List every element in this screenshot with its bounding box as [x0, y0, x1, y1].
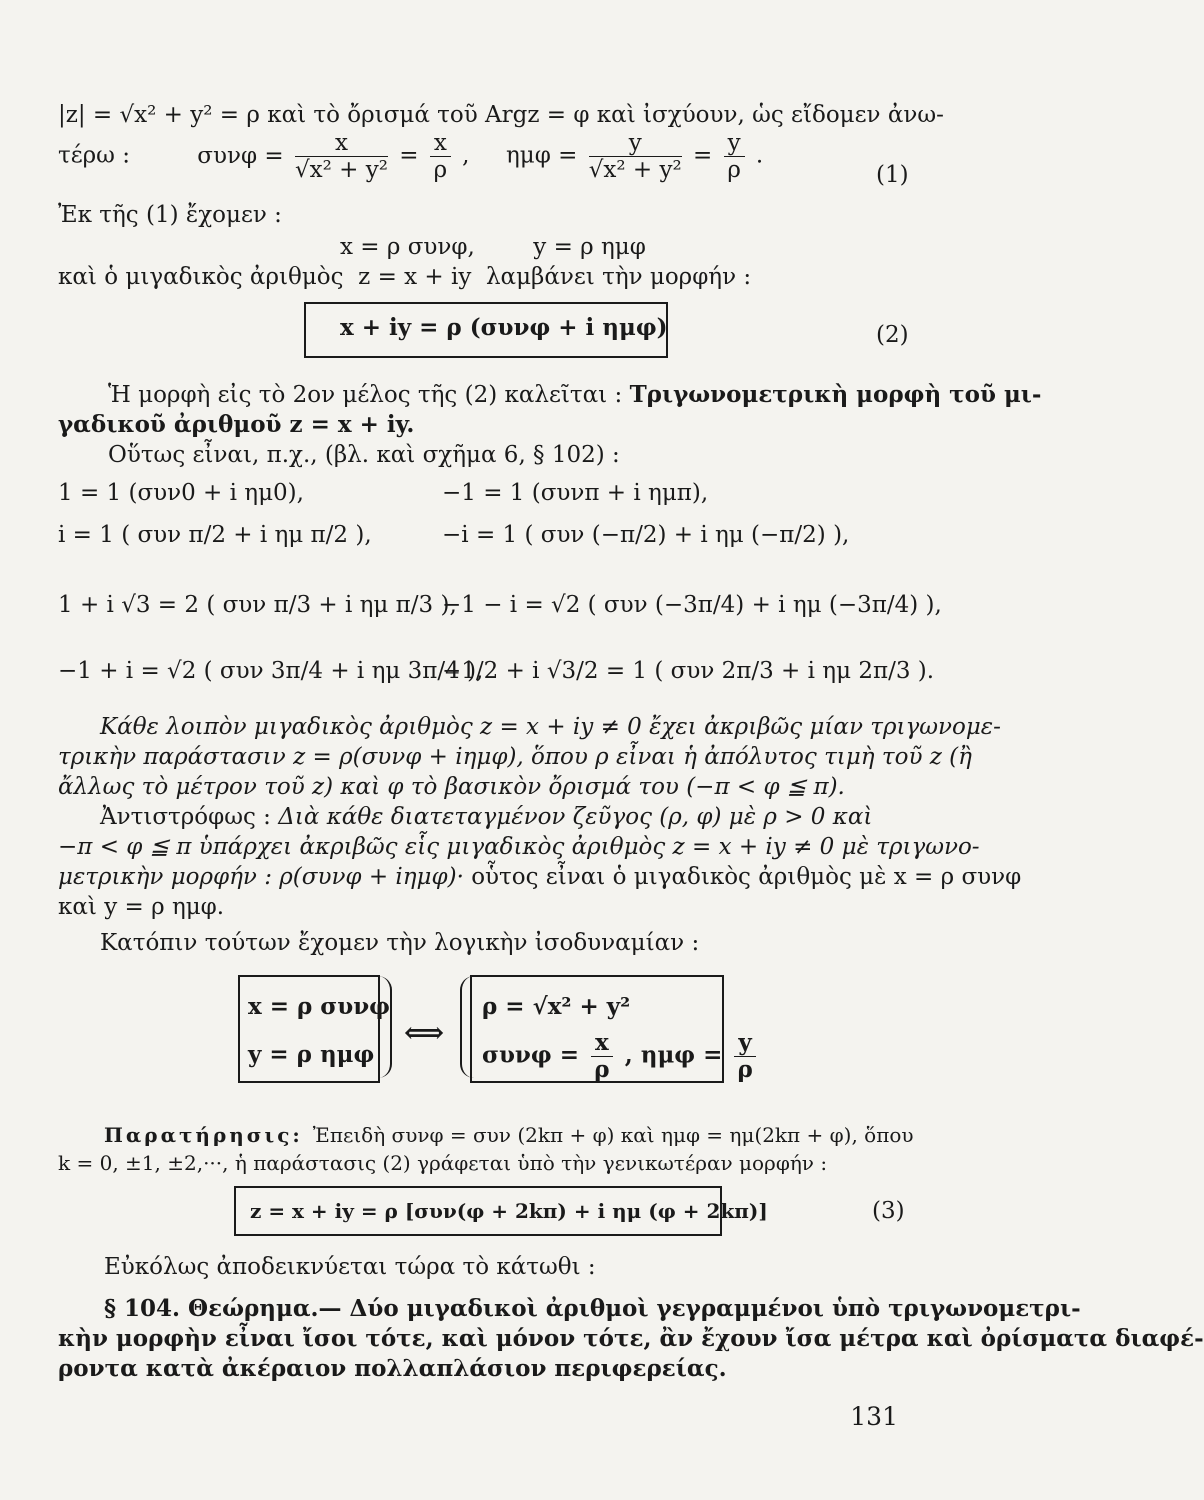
- example-equation: 1 + i √3 = 2 ( συν π/3 + i ημ π/3 ),: [58, 592, 457, 618]
- theorem-heading: § 104. Θεώρημα.—: [104, 1295, 350, 1322]
- example-equation: −i = 1 ( συν (−π/2) + i ημ (−π/2) ),: [442, 522, 850, 548]
- text-line: γαδικοῦ ἀριθμοῦ z = x + iy.: [58, 411, 415, 438]
- text-fragment: Διὰ κάθε διατεταγμένον ζεῦγος (ρ, φ) μὲ ρ > 0 καὶ: [278, 804, 873, 830]
- text-fragment: , ημφ =: [624, 1041, 723, 1069]
- text-line: Εὐκόλως ἀποδεικνύεται τώρα τὸ κάτωθι :: [104, 1254, 596, 1280]
- text-fragment: Ἀντιστρόφως :: [100, 804, 279, 830]
- system-equation: x = ρ συνφ: [248, 993, 390, 1020]
- right-brace: [378, 976, 392, 1078]
- theorem-line: ροντα κατὰ ἀκέραιον πολλαπλάσιον περιφερείας.: [58, 1355, 727, 1382]
- denominator: √x² + y²: [588, 157, 682, 183]
- fraction: [734, 1030, 755, 1083]
- denominator: ρ: [594, 1056, 610, 1083]
- text-fragment: Δύο μιγαδικοὶ ἀριθμοὶ γεγραμμένοι ὑπὸ τριγωνομετρι-: [349, 1295, 1081, 1322]
- numerator: x: [430, 130, 451, 157]
- fraction: [724, 130, 745, 183]
- term-trigonometric-form: Τριγωνομετρικὴ μορφὴ τοῦ μι-: [629, 381, 1042, 408]
- example-equation: i = 1 ( συν π/2 + i ημ π/2 ),: [58, 522, 372, 548]
- example-equation: −1 − i = √2 ( συν (−3π/4) + i ημ (−3π/4) ),: [442, 592, 942, 618]
- period: .: [755, 142, 764, 169]
- cos-sin-definitions: [58, 130, 914, 190]
- denominator: ρ: [433, 157, 448, 183]
- numerator: y: [589, 130, 682, 157]
- numerator: y: [734, 1030, 755, 1057]
- text-fragment: μετρικὴν μορφήν : ρ(συνφ + iημφ)·: [58, 864, 472, 890]
- denominator: √x² + y²: [294, 157, 388, 183]
- text-fragment: τέρω :: [58, 142, 130, 169]
- text-line: [58, 862, 1022, 892]
- denominator: ρ: [737, 1056, 753, 1083]
- page-number: 131: [850, 1402, 898, 1431]
- remark-heading: Παρατήρησις:: [104, 1123, 313, 1147]
- equation-number: (3): [872, 1198, 905, 1224]
- text-line: Κατόπιν τούτων ἔχομεν τὴν λογικὴν ἰσοδυναμίαν :: [100, 930, 700, 956]
- equals-sign: =: [399, 142, 419, 169]
- text-line: καὶ ὁ μιγαδικὸς ἀριθμὸς z = x + iy λαμβάνει τὴν μορφήν :: [58, 264, 752, 290]
- example-equation: 1 = 1 (συν0 + i ημ0),: [58, 480, 304, 506]
- text-fragment: Ἐπειδὴ συνφ = συν (2kπ + φ) καὶ ημφ = ημ(2kπ + φ), ὅπου: [312, 1123, 914, 1147]
- fraction: [589, 130, 682, 183]
- system-equation: y = ρ ημφ: [248, 1041, 375, 1068]
- system-equation: [482, 1029, 914, 1083]
- text-line: Οὕτως εἶναι, π.χ., (βλ. καὶ σχῆμα 6, § 102) :: [108, 442, 620, 468]
- boxed-equation-text: x + iy = ρ (συνφ + i ημφ): [340, 314, 668, 341]
- equation-line: x = ρ συνφ, y = ρ ημφ: [340, 234, 646, 260]
- example-equation: −1 = 1 (συνπ + i ημπ),: [442, 480, 709, 506]
- system-equation: ρ = √x² + y²: [482, 993, 631, 1020]
- text-line: −π < φ ≦ π ὑπάρχει ἀκριβῶς εἷς μιγαδικὸς ἀριθμὸς z = x + iy ≠ 0 μὲ τριγωνο-: [58, 834, 980, 860]
- sin-label: , ημφ =: [462, 142, 578, 169]
- text-line: ἄλλως τὸ μέτρον τοῦ z) καὶ φ τὸ βασικὸν ὄρισμά του (−π < φ ≦ π).: [58, 774, 845, 800]
- text-fragment: οὗτος εἶναι ὁ μιγαδικὸς ἀριθμὸς μὲ x = ρ συνφ: [471, 864, 1022, 890]
- denominator: ρ: [727, 157, 741, 183]
- text-line: |z| = √x² + y² = ρ καὶ τὸ ὄρισμά τοῦ Argz = φ καὶ ἰσχύουν, ὡς εἴδομεν ἀνω-: [58, 102, 944, 128]
- fraction: [591, 1030, 613, 1083]
- text-line: τρικὴν παράστασιν z = ρ(συνφ + iημφ), ὅπου ρ εἶναι ἡ ἀπόλυτος τιμὴ τοῦ z (ἢ: [58, 744, 972, 770]
- boxed-equation-text: z = x + iy = ρ [συν(φ + 2kπ) + i ημ (φ + 2kπ)]: [250, 1199, 768, 1223]
- fraction: [295, 130, 388, 183]
- theorem-line: [104, 1294, 1081, 1324]
- text-fragment: Ἡ μορφὴ εἰς τὸ 2ον μέλος τῆς (2) καλεῖται :: [108, 382, 630, 408]
- text-line: Κάθε λοιπὸν μιγαδικὸς ἀριθμὸς z = x + iy ≠ 0 ἔχει ἀκριβῶς μίαν τριγωνομε-: [100, 714, 1001, 740]
- numerator: x: [295, 130, 388, 157]
- fraction: [430, 130, 451, 183]
- text-fragment: συνφ =: [482, 1041, 579, 1069]
- cos-label: συνφ =: [197, 142, 284, 169]
- text-line: [108, 380, 1042, 410]
- text-line: [100, 802, 914, 832]
- equation-number: (2): [876, 322, 909, 348]
- equals-sign: =: [693, 142, 713, 169]
- text-line: καὶ y = ρ ημφ.: [58, 894, 225, 920]
- example-equation: −1 + i = √2 ( συν 3π/4 + i ημ 3π/4 ),: [58, 658, 484, 684]
- numerator: x: [591, 1030, 613, 1057]
- numerator: y: [724, 130, 745, 157]
- equation-number: (1): [876, 162, 909, 188]
- example-equation: −1/2 + i √3/2 = 1 ( συν 2π/3 + i ημ 2π/3 ).: [442, 658, 935, 684]
- text-line: k = 0, ±1, ±2,···, ἡ παράστασις (2) γράφεται ὑπὸ τὴν γενικωτέραν μορφήν :: [58, 1151, 828, 1175]
- equivalence-arrow: ⟺: [404, 1016, 445, 1049]
- text-line: [104, 1120, 914, 1150]
- text-line: Ἐκ τῆς (1) ἔχομεν :: [58, 202, 282, 228]
- theorem-line: κὴν μορφὴν εἶναι ἴσοι τότε, καὶ μόνον τότε, ἂν ἔχουν ἴσα μέτρα καὶ ὀρίσματα διαφέ-: [58, 1325, 1204, 1352]
